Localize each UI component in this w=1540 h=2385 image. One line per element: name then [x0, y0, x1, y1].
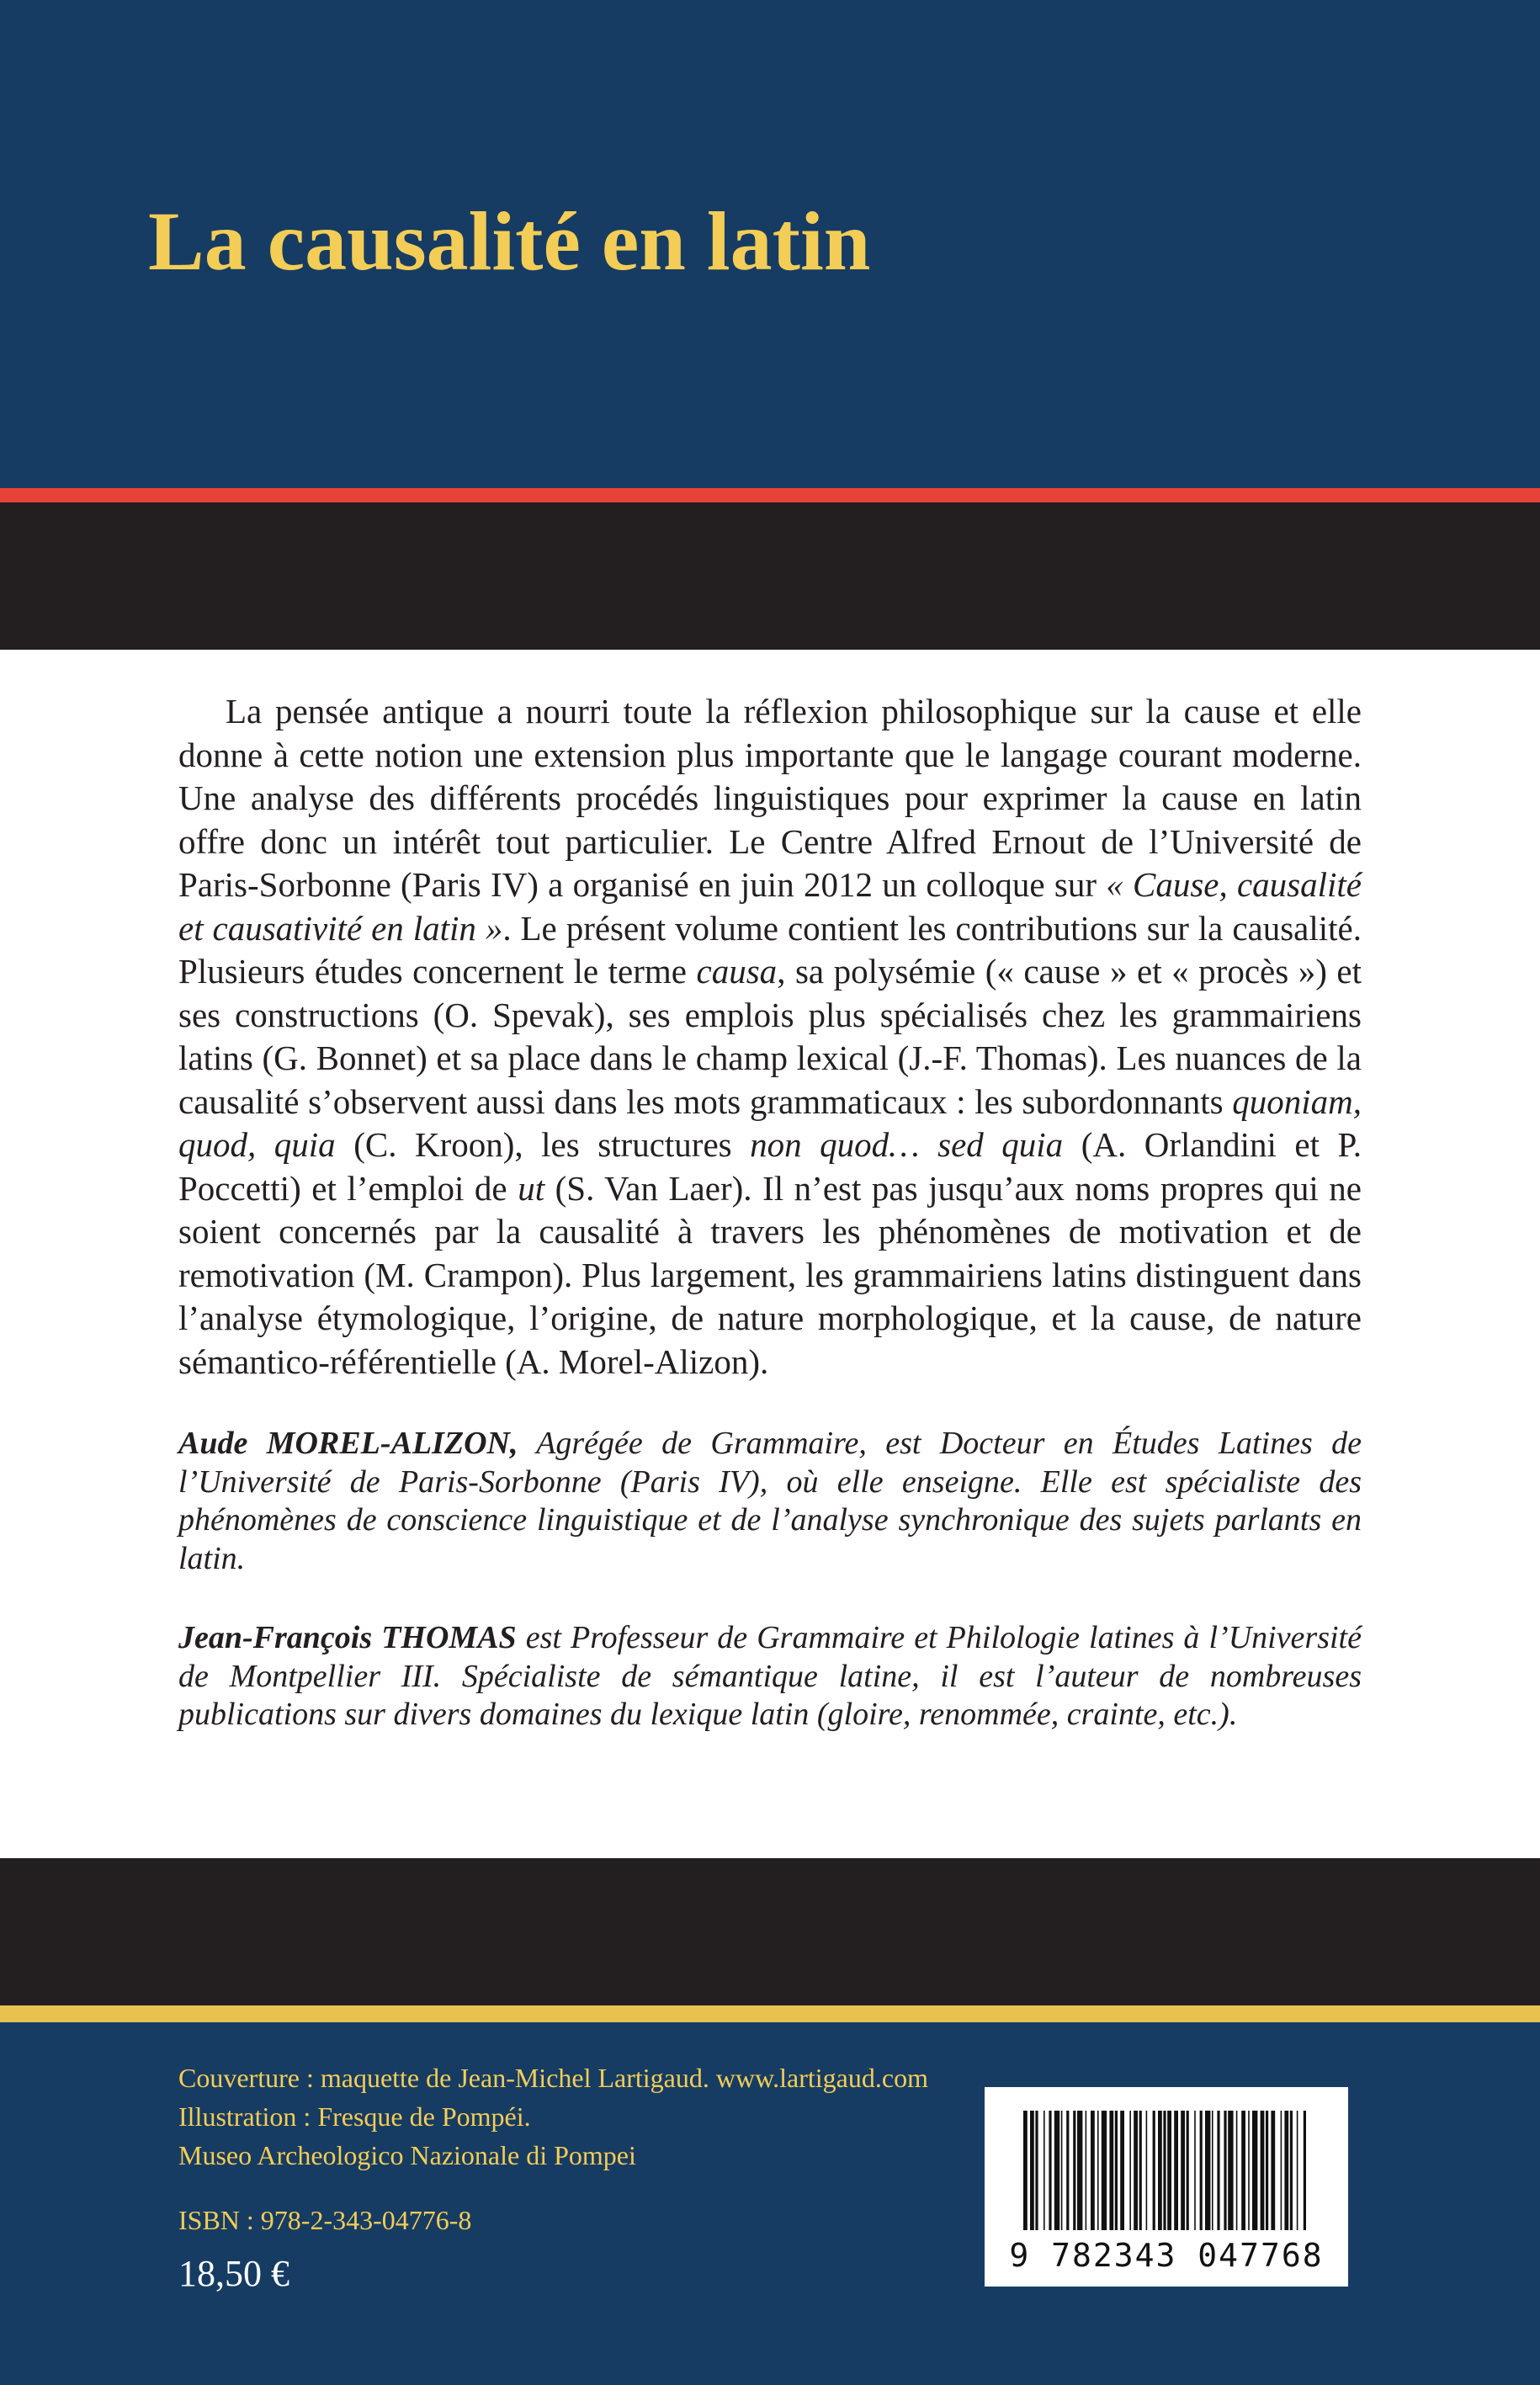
barcode-bar	[1146, 2111, 1148, 2230]
barcode-bar	[1304, 2111, 1306, 2230]
barcode-bar	[1212, 2111, 1213, 2230]
barcode-bar	[1200, 2111, 1203, 2230]
credit-museum: Museo Archeologico Nazionale di Pompei	[178, 2140, 636, 2170]
barcode-bar	[1158, 2111, 1162, 2230]
book-title: La causalité en latin	[148, 194, 871, 288]
barcode-bar	[1153, 2111, 1155, 2230]
barcode-bar	[1217, 2111, 1219, 2230]
barcode-bar	[1167, 2111, 1171, 2230]
barcode-bar	[1252, 2111, 1257, 2230]
author-text-1: Agrégée de Grammaire, est Docteur en Études Latines de l’Université de Paris-Sorbonne (Paris IV), où elle enseigne. Elle est spécialiste des phénomènes de conscience linguistique et de l’analyse synchronique des sujets parlants en latin.	[178, 1426, 1362, 1576]
barcode-bar	[1284, 2111, 1288, 2230]
back-cover-text	[178, 690, 1362, 1734]
barcode-bar	[1187, 2111, 1189, 2230]
barcode-bar	[1248, 2111, 1250, 2230]
barcode-bar	[1297, 2111, 1298, 2230]
barcode-icon	[1022, 2111, 1311, 2230]
barcode-bar	[1061, 2111, 1063, 2230]
barcode-bar	[1134, 2111, 1138, 2230]
summary-seg-3: causa	[696, 952, 778, 991]
barcode-bar	[1224, 2111, 1226, 2230]
barcode-bar	[1241, 2111, 1245, 2230]
barcode-bar	[1281, 2111, 1282, 2230]
isbn-text: ISBN : 978-2-343-04776-8	[178, 2205, 472, 2235]
barcode-panel	[985, 2087, 1348, 2287]
price-text: 18,50 €	[178, 2253, 289, 2294]
barcode-digits: 9 782343 047768	[1009, 2237, 1324, 2274]
barcode-bar	[1271, 2111, 1275, 2230]
credit-illustration: Illustration : Fresque de Pompéi.	[178, 2101, 531, 2132]
credit-cover: Couverture : maquette de Jean-Michel Lartigaud. www.lartigaud.com	[178, 2063, 928, 2093]
summary-seg-1: « Cause, causalité et causativité en latin »	[178, 865, 1362, 948]
summary-seg-10: (S. Van Laer). Il n’est pas jusqu’aux noms propres qui ne soient concernés par la causalité à travers les phénomènes de motivation et de remotivation (M. Crampon). Plus largement, les grammairiens latins distinguent dans l’analyse étymologique, l’origine, de nature morphologique, et la cause, de nature sémantico-référentielle (A. Morel-Alizon).	[178, 1168, 1362, 1381]
summary-seg-4: , sa polysémie (« cause » et « procès ») et ses constructions (O. Spevak), ses emplois plus spécialisés chez les grammairiens latins (G. Bonnet) et sa place dans le champ lexical (J.-F. Thomas). Les nuances de la causalité s’observent aussi dans les mots grammaticaux : les subordonnants	[178, 952, 1362, 1121]
author-bio-1	[178, 1425, 1362, 1578]
barcode-bar	[1194, 2111, 1196, 2230]
barcode-bar	[1066, 2111, 1069, 2230]
barcode-bar	[1049, 2111, 1051, 2230]
barcode-bar	[1115, 2111, 1118, 2230]
red-divider	[0, 488, 1540, 502]
author-name-1: Aude MOREL-ALIZON,	[178, 1426, 518, 1461]
summary-seg-0: La pensée antique a nourri toute la réflexion philosophique sur la cause et elle donne à cette notion une extension plus importante que le langage courant moderne. Une analyse des différents procédés linguistiques pour exprimer la cause en latin offre donc un intérêt tout particulier. Le Centre Alfred Ernout de l’Université de Paris-Sorbonne (Paris IV) a organisé en juin 2012 un colloque sur	[178, 692, 1362, 904]
summary-seg-6: (C. Kroon), les structures	[335, 1125, 751, 1164]
barcode-bar	[1030, 2111, 1034, 2230]
barcode-bar	[1261, 2111, 1265, 2230]
top-black-band	[0, 502, 1540, 650]
summary-seg-9: ut	[518, 1168, 545, 1208]
barcode-bar	[1266, 2111, 1268, 2230]
book-summary	[178, 690, 1362, 1384]
barcode-bar	[1129, 2111, 1131, 2230]
barcode-bar	[1109, 2111, 1113, 2230]
barcode-bar	[1043, 2111, 1045, 2230]
barcode-bar	[1120, 2111, 1124, 2230]
author-name-2: Jean-François THOMAS	[178, 1620, 517, 1655]
barcode-bar	[1086, 2111, 1087, 2230]
barcode-bar	[1181, 2111, 1185, 2230]
summary-seg-2: . Le présent volume contient les contributions sur la causalité. Plusieurs études concernent le terme	[178, 908, 1362, 991]
credits	[178, 2058, 928, 2175]
barcode-bar	[1077, 2111, 1082, 2230]
barcode-bar	[1205, 2111, 1210, 2230]
summary-seg-7: non quod… sed quia	[750, 1125, 1064, 1164]
barcode-bar	[1139, 2111, 1142, 2230]
bottom-black-band	[0, 1858, 1540, 2005]
barcode-bar	[1023, 2111, 1028, 2230]
barcode-bar	[1035, 2111, 1038, 2230]
barcode-bar	[1236, 2111, 1238, 2230]
gold-divider	[0, 2005, 1540, 2022]
barcode-bar	[1097, 2111, 1099, 2230]
author-bio-2	[178, 1619, 1362, 1734]
barcode-bar	[1290, 2111, 1293, 2230]
barcode-bar	[1073, 2111, 1075, 2230]
barcode-bar	[1174, 2111, 1178, 2230]
author-text-2: est Professeur de Grammaire et Philologie latines à l’Université de Montpellier III. Spécialiste de sémantique latine, il est l’auteur de nombreuses publications sur divers domaines du lexique latin (gloire, renommée, crainte, etc.).	[178, 1620, 1362, 1732]
summary-seg-5: quoniam, quod, quia	[178, 1081, 1362, 1164]
barcode-bar	[1054, 2111, 1059, 2230]
barcode-bar	[1163, 2111, 1166, 2230]
barcode-bar	[1091, 2111, 1095, 2230]
barcode-bar	[1102, 2111, 1107, 2230]
summary-seg-8: (A. Orlandini et P. Poccetti) et l’emploi de	[178, 1125, 1362, 1208]
barcode-bar	[1228, 2111, 1233, 2230]
